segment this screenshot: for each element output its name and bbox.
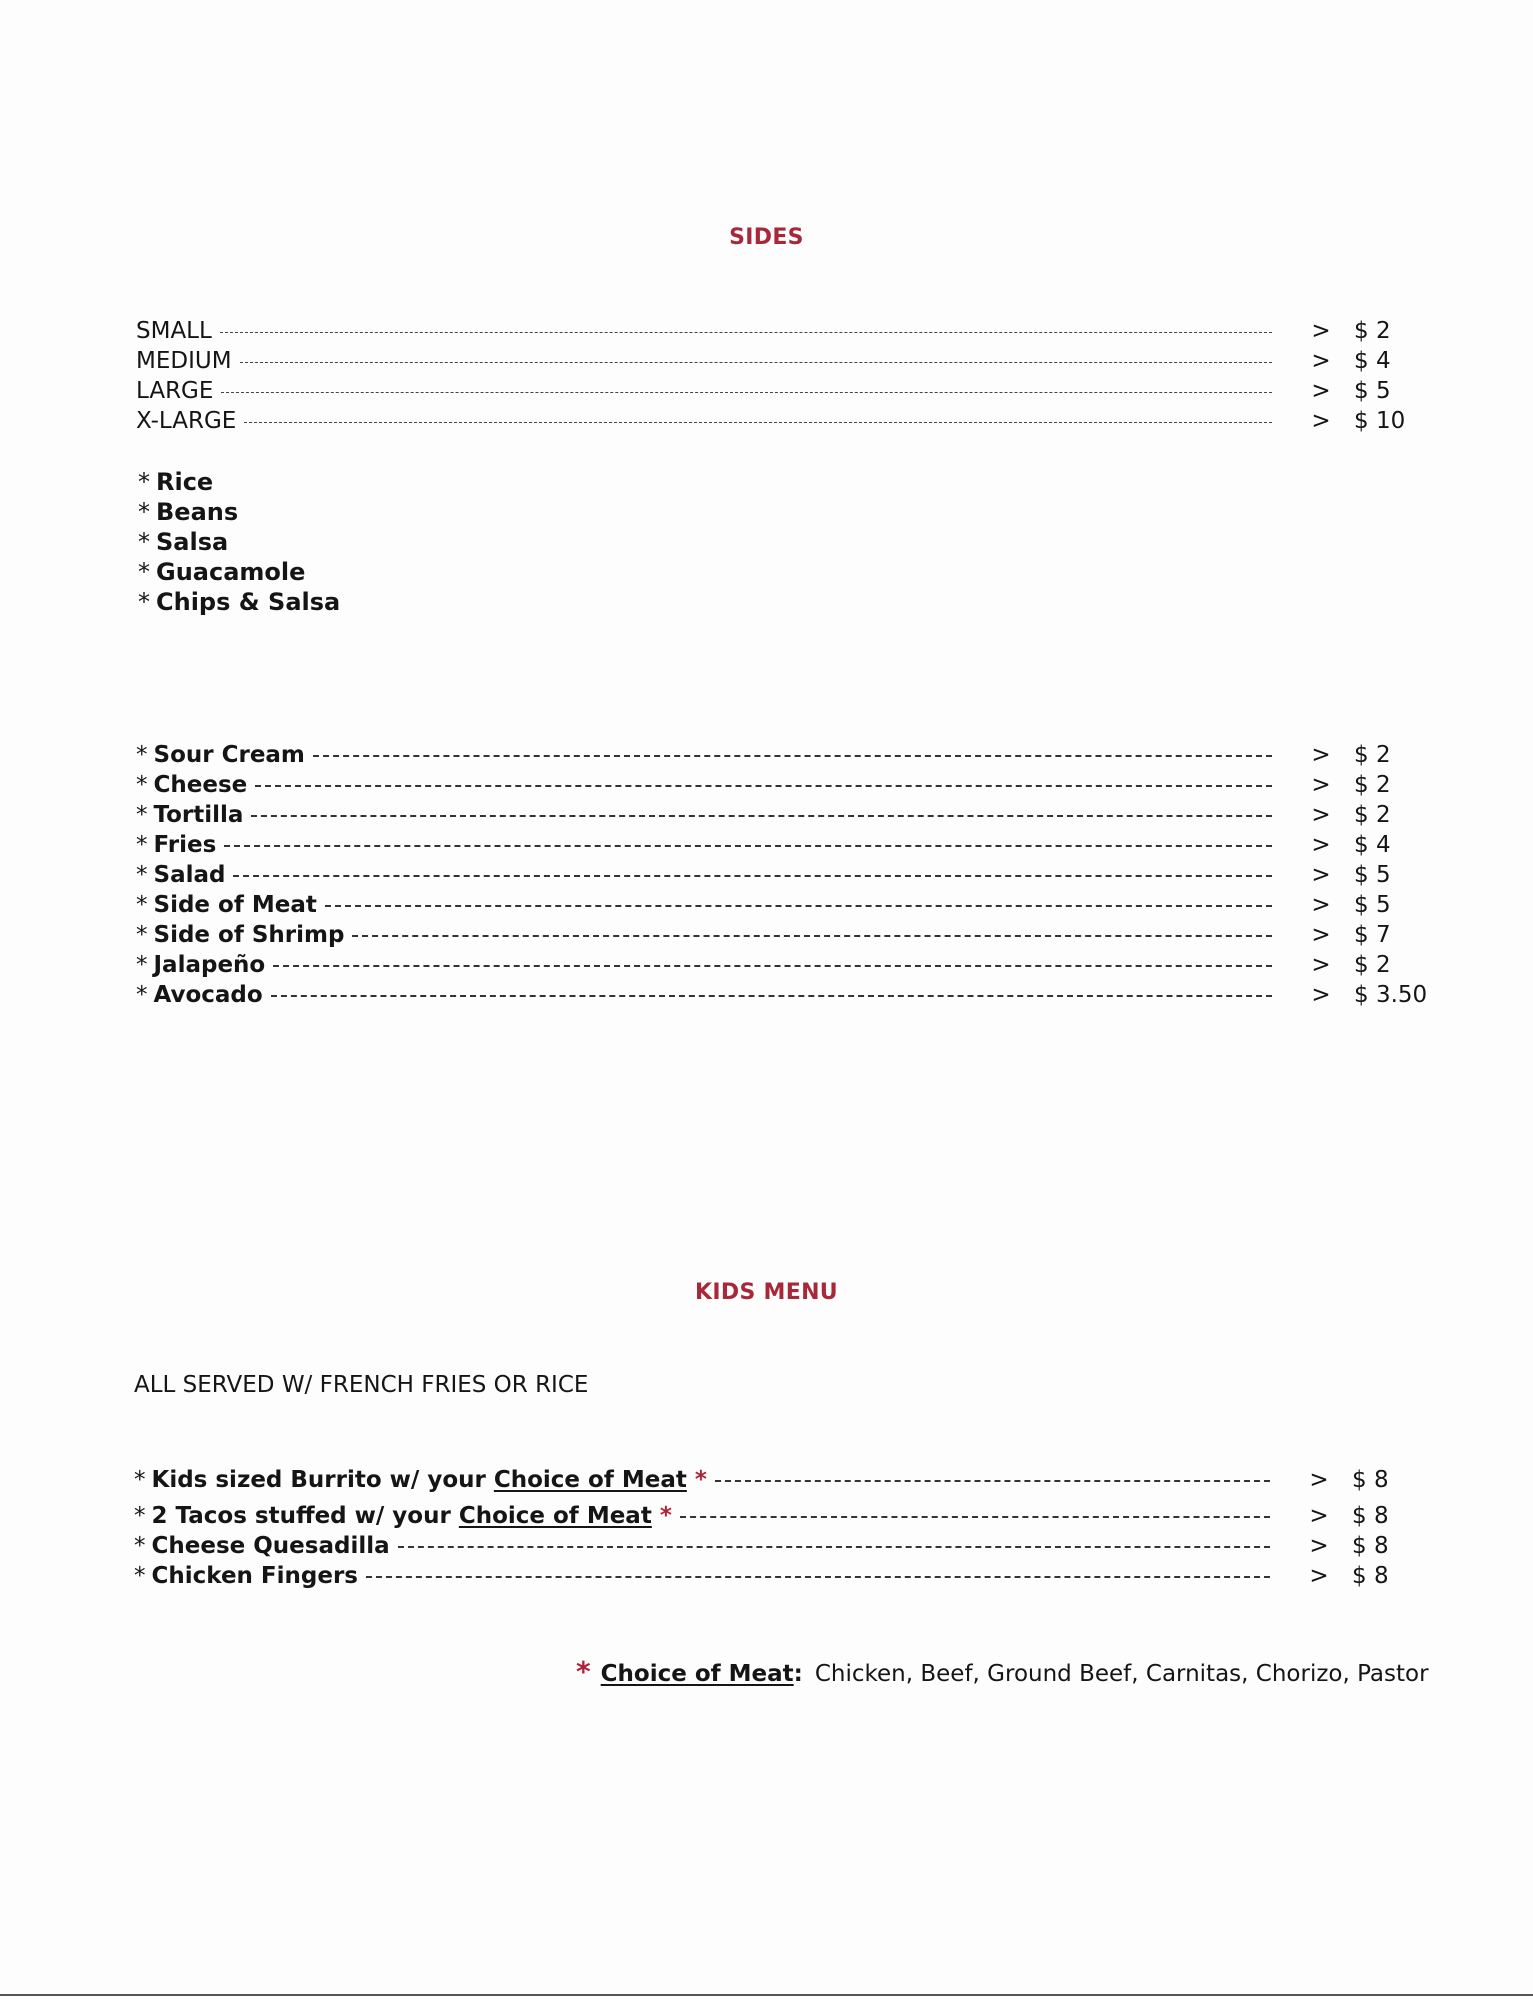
kids-served-note: ALL SERVED W/ FRENCH FRIES OR RICE	[134, 1372, 589, 1398]
bullet-star: *	[134, 1503, 146, 1529]
extra-price: $ 7	[1354, 922, 1391, 948]
dot-leader	[273, 965, 1272, 967]
extra-row-fries	[136, 830, 1426, 860]
footnote-meat-list: Chicken, Beef, Ground Beef, Carnitas, Chorizo, Pastor	[814, 1661, 1429, 1687]
dot-leader	[715, 1480, 1270, 1482]
dot-leader	[680, 1516, 1270, 1518]
arrow-glyph: >	[1311, 952, 1331, 978]
arrow-glyph: >	[1311, 922, 1331, 948]
arrow-glyph: >	[1311, 832, 1331, 858]
choice-label: Beans	[156, 498, 239, 526]
choice-of-meat-ref: Choice of Meat	[458, 1503, 652, 1529]
bullet-star: *	[136, 922, 148, 948]
arrow-glyph: >	[1311, 892, 1331, 918]
extra-price: $ 2	[1354, 772, 1391, 798]
dot-leader	[224, 845, 1272, 847]
dot-leader	[255, 785, 1272, 787]
arrow-glyph: >	[1311, 802, 1331, 828]
extra-label: * Cheese	[136, 772, 248, 798]
dot-leader	[220, 332, 1272, 333]
extra-label: * Jalapeño	[136, 952, 266, 978]
arrow-glyph: >	[1309, 1563, 1329, 1589]
extra-row-jalapeno	[136, 950, 1426, 980]
size-row-medium	[136, 346, 1426, 376]
extra-label: * Avocado	[136, 982, 263, 1008]
extra-label: * Sour Cream	[136, 742, 305, 768]
extra-row-salad	[136, 860, 1426, 890]
sides-heading: SIDES	[729, 225, 804, 250]
dot-leader	[313, 755, 1272, 757]
footnote-label: Choice of Meat	[600, 1661, 794, 1687]
arrow-glyph: >	[1311, 772, 1331, 798]
bullet-star: *	[136, 952, 148, 978]
bullet-star: *	[136, 742, 148, 768]
arrow-glyph: >	[1311, 982, 1331, 1008]
dot-leader	[244, 422, 1272, 423]
dot-leader	[366, 1576, 1270, 1578]
size-label: X-LARGE	[136, 408, 237, 434]
kids-item-label: * 2 Tacos stuffed w/ your Choice of Meat *	[134, 1503, 672, 1529]
bullet-star: *	[134, 1467, 146, 1493]
arrow-glyph: >	[1311, 348, 1331, 374]
bullet-star: *	[136, 892, 148, 918]
extra-row-sour-cream	[136, 740, 1426, 770]
bullet-star: *	[138, 558, 150, 586]
bullet-star: *	[136, 772, 148, 798]
bullet-star: *	[134, 1563, 146, 1589]
size-label: SMALL	[136, 318, 212, 344]
kids-item-label: * Chicken Fingers	[134, 1563, 358, 1589]
extra-label: * Tortilla	[136, 802, 244, 828]
side-choice-rice	[138, 467, 213, 497]
bullet-star: *	[138, 468, 150, 496]
extra-row-avocado	[136, 980, 1426, 1010]
extra-row-tortilla	[136, 800, 1426, 830]
side-choice-beans	[138, 497, 238, 527]
size-row-large	[136, 376, 1426, 406]
size-price: $ 4	[1354, 348, 1391, 374]
choice-of-meat-footnote	[576, 1656, 1429, 1690]
arrow-glyph: >	[1311, 408, 1331, 434]
arrow-glyph: >	[1311, 862, 1331, 888]
dot-leader	[240, 362, 1272, 363]
dot-leader	[352, 935, 1272, 937]
kids-row-quesadilla	[134, 1531, 1424, 1561]
size-price: $ 5	[1354, 378, 1391, 404]
extra-price: $ 2	[1354, 952, 1391, 978]
arrow-glyph: >	[1309, 1467, 1329, 1493]
extra-price: $ 2	[1354, 742, 1391, 768]
side-choice-guacamole	[138, 557, 305, 587]
arrow-glyph: >	[1309, 1533, 1329, 1559]
extra-price: $ 3.50	[1354, 982, 1428, 1008]
choice-label: Rice	[156, 468, 214, 496]
extra-price: $ 5	[1354, 892, 1391, 918]
kids-price: $ 8	[1352, 1503, 1389, 1529]
bullet-star: *	[134, 1533, 146, 1559]
size-price: $ 2	[1354, 318, 1391, 344]
kids-price: $ 8	[1352, 1467, 1389, 1493]
dot-leader	[398, 1546, 1270, 1548]
size-row-xlarge	[136, 406, 1426, 436]
side-choice-salsa	[138, 527, 228, 557]
extra-label: * Salad	[136, 862, 226, 888]
red-asterisk-icon: *	[659, 1503, 672, 1529]
bullet-star: *	[136, 982, 148, 1008]
dot-leader	[325, 905, 1272, 907]
size-row-small	[136, 316, 1426, 346]
side-choice-chips-salsa	[138, 587, 340, 617]
dot-leader	[233, 875, 1272, 877]
size-price: $ 10	[1354, 408, 1406, 434]
bullet-star: *	[138, 528, 150, 556]
extra-row-side-of-meat	[136, 890, 1426, 920]
extra-price: $ 2	[1354, 802, 1391, 828]
choice-label: Guacamole	[156, 558, 306, 586]
kids-row-chicken-fingers	[134, 1561, 1424, 1591]
kids-row-tacos	[134, 1501, 1424, 1531]
bullet-star: *	[138, 588, 150, 616]
dot-leader	[271, 995, 1272, 997]
arrow-glyph: >	[1311, 742, 1331, 768]
extra-label: * Side of Meat	[136, 892, 317, 918]
page-bottom-edge	[0, 1994, 1533, 1996]
kids-row-burrito	[134, 1465, 1424, 1495]
kids-item-label: * Kids sized Burrito w/ your Choice of Meat *	[134, 1467, 707, 1493]
footnote-colon: :	[793, 1661, 803, 1687]
size-label: MEDIUM	[136, 348, 232, 374]
dot-leader	[251, 815, 1272, 817]
arrow-glyph: >	[1311, 318, 1331, 344]
choice-label: Salsa	[156, 528, 229, 556]
dot-leader	[221, 392, 1272, 393]
bullet-star: *	[138, 498, 150, 526]
extra-row-side-of-shrimp	[136, 920, 1426, 950]
bullet-star: *	[136, 862, 148, 888]
extra-label: * Side of Shrimp	[136, 922, 345, 948]
kids-item-label: * Cheese Quesadilla	[134, 1533, 390, 1559]
kids-price: $ 8	[1352, 1563, 1389, 1589]
choice-of-meat-ref: Choice of Meat	[493, 1467, 687, 1493]
extra-price: $ 4	[1354, 832, 1391, 858]
bullet-star: *	[136, 802, 148, 828]
extra-label: * Fries	[136, 832, 217, 858]
choice-label: Chips & Salsa	[156, 588, 341, 616]
extra-price: $ 5	[1354, 862, 1391, 888]
kids-price: $ 8	[1352, 1533, 1389, 1559]
red-asterisk-icon: *	[694, 1467, 707, 1493]
bullet-star: *	[136, 832, 148, 858]
arrow-glyph: >	[1311, 378, 1331, 404]
kids-menu-heading: KIDS MENU	[695, 1280, 838, 1305]
red-asterisk-icon: *	[576, 1655, 591, 1688]
extra-row-cheese	[136, 770, 1426, 800]
size-label: LARGE	[136, 378, 214, 404]
arrow-glyph: >	[1309, 1503, 1329, 1529]
